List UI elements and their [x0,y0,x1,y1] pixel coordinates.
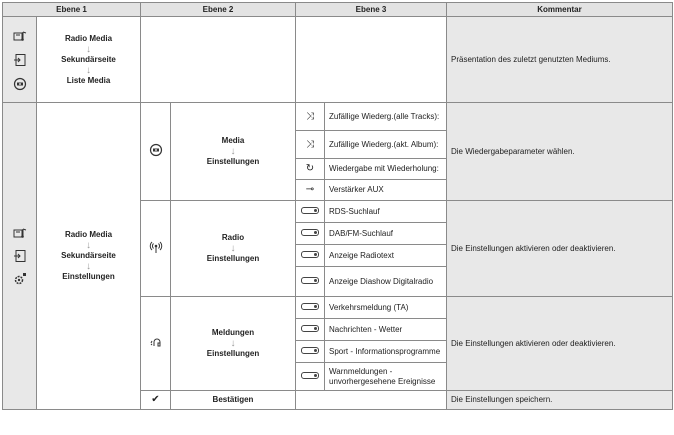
ebene2-radio: Radio [221,233,245,242]
meldungen-section-ebene2 [171,297,296,391]
arrow-icon: ↓ [230,243,236,254]
arrow-icon: ↓ [86,64,91,76]
ebene2-meldungen: Meldungen [211,328,255,337]
toggle-icon-cell [296,363,325,391]
row1-ebene1 [37,17,141,103]
settings-gear-icon [13,272,27,286]
header-ebene1: Ebene 1 [3,3,141,17]
meldungen-kommentar: Die Einstellungen aktivieren oder deaktivieren. [447,297,673,391]
media-item-aux: Verstärker AUX [325,180,447,201]
radio-kommentar: Die Einstellungen aktivieren oder deaktivieren. [447,201,673,297]
aux-amplifier-icon: ⊸ [305,184,315,195]
media-item-repeat: Wiedergabe mit Wiederholung: [325,159,447,180]
media-section-icon-cell [141,103,171,201]
toggle-icon-cell [296,201,325,223]
toggle-icon-cell [296,341,325,363]
checkmark-icon: ✔ [151,394,160,405]
ebene2-einstellungen: Einstellungen [206,349,260,358]
shuffle-all-icon-cell [296,103,325,131]
repeat-icon-cell [296,159,325,180]
media-disc-icon [149,143,163,157]
toggle-icon-cell [296,223,325,245]
toggle-icon [301,251,319,258]
repeat-icon: ↻ [305,163,315,174]
toggle-icon-cell [296,245,325,267]
enter-page-icon [13,249,27,263]
radio-media-icon [13,226,27,240]
media-section-ebene2 [171,103,296,201]
radio-section-icon-cell [141,201,171,297]
meldungen-item-ta: Verkehrsmeldung (TA) [325,297,447,319]
radio-media-icon [13,29,27,43]
ebene2-media: Media [221,136,245,145]
row1-ebene2-empty [141,17,296,103]
menu-table [2,2,673,410]
arrow-icon: ↓ [86,240,91,251]
ebene1-sekundaerseite: Sekundärseite [61,251,116,260]
radio-item-radiotext: Anzeige Radiotext [325,245,447,267]
meldungen-item-sport: Sport - Informationsprogramme [325,341,447,363]
meldungen-item-nachrichten: Nachrichten - Wetter [325,319,447,341]
header-kommentar: Kommentar [447,3,673,17]
confirm-icon-cell [141,391,171,410]
toggle-icon [301,347,319,354]
toggle-icon [301,207,319,214]
toggle-icon [301,325,319,332]
bestaetigen-kommentar: Die Einstellungen speichern. [447,391,673,410]
row2-ebene1 [37,103,141,410]
meldungen-section-icon-cell [141,297,171,391]
header-ebene2: Ebene 2 [141,3,296,17]
row2-icons [3,103,37,410]
enter-page-icon [13,53,27,67]
media-kommentar: Die Wiedergabeparameter wählen. [447,103,673,201]
radio-item-dab-fm: DAB/FM-Suchlauf [325,223,447,245]
media-disc-icon [13,77,27,91]
ebene1-sekundaerseite: Sekundärseite [61,54,116,64]
toggle-icon [301,229,319,236]
bestaetigen-ebene3-empty [296,391,447,410]
arrow-icon: ↓ [86,43,91,55]
row1-kommentar: Präsentation des zuletzt genutzten Mediums. [447,17,673,103]
arrow-icon: ↓ [230,338,236,349]
shuffle-album-icon-cell [296,131,325,159]
shuffle-album-icon: ⤨ [306,138,314,150]
row1-icons [3,17,37,103]
ebene1-radio-media: Radio Media [64,33,113,43]
toggle-icon [301,277,319,284]
ebene2-einstellungen: Einstellungen [206,254,260,263]
toggle-icon [301,372,319,379]
row1-ebene3-empty [296,17,447,103]
radio-item-rds: RDS-Suchlauf [325,201,447,223]
media-item-shuffle-all: Zufällige Wiederg.(alle Tracks): [325,103,447,131]
radio-antenna-icon [149,240,163,254]
announcement-icon [149,335,163,349]
toggle-icon-cell [296,267,325,297]
header-ebene3: Ebene 3 [296,3,447,17]
toggle-icon-cell [296,297,325,319]
media-item-shuffle-album: Zufällige Wiederg.(akt. Album): [325,131,447,159]
toggle-icon [301,303,319,310]
radio-item-diashow: Anzeige Diashow Digitalradio [325,267,447,297]
bestaetigen-label: Bestätigen [171,391,296,410]
ebene1-einstellungen: Einstellungen [62,272,115,281]
arrow-icon: ↓ [86,261,91,272]
radio-section-ebene2 [171,201,296,297]
toggle-icon-cell [296,319,325,341]
ebene1-radio-media: Radio Media [64,230,113,239]
ebene2-einstellungen: Einstellungen [206,157,260,166]
meldungen-item-warnmeldungen: Warnmeldungen - unvorhergesehene Ereignisse [325,363,447,391]
aux-icon-cell [296,180,325,201]
arrow-icon: ↓ [230,146,236,157]
ebene1-liste-media: Liste Media [66,75,111,85]
shuffle-all-icon: ⤨ [306,110,314,122]
